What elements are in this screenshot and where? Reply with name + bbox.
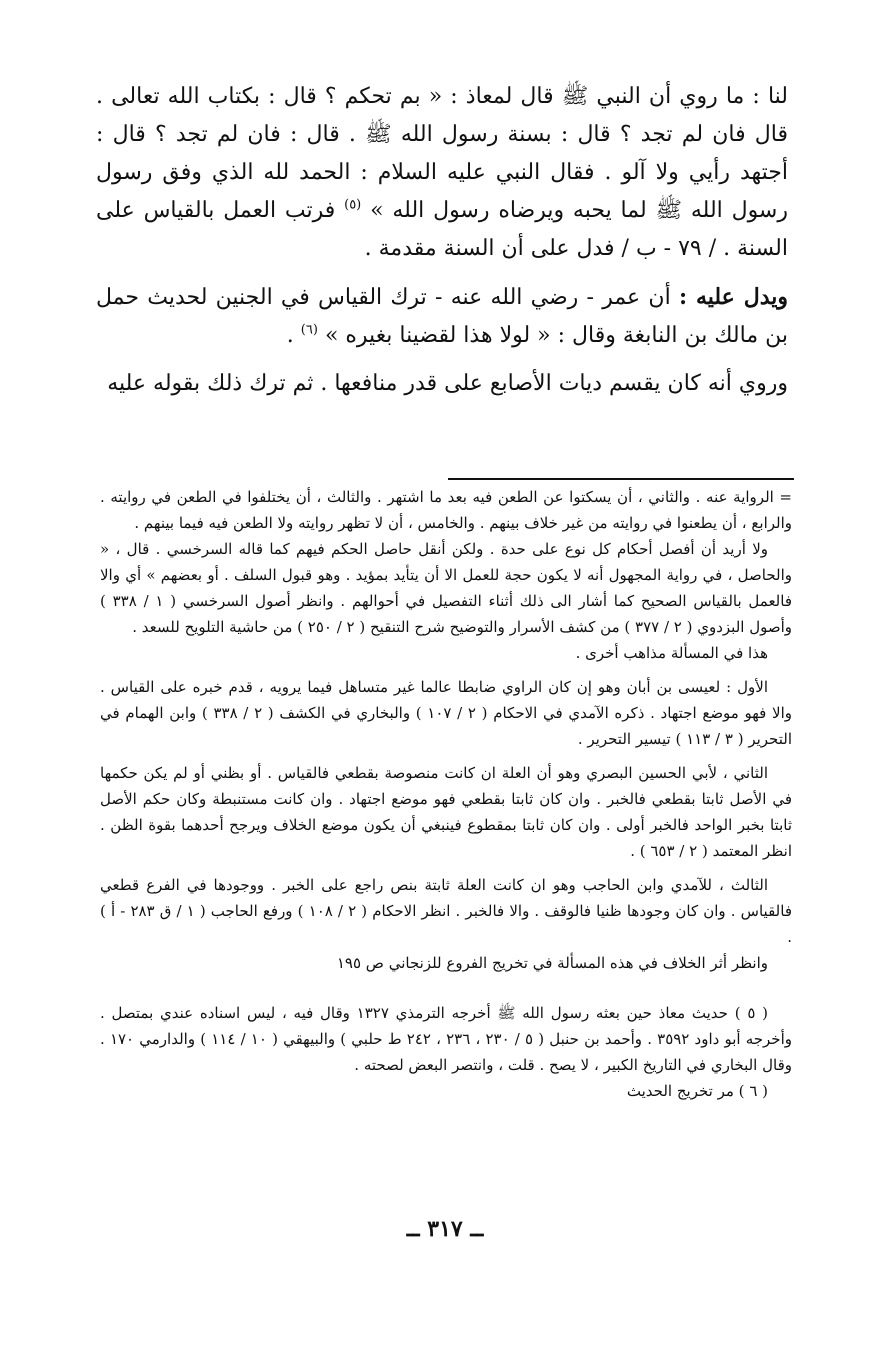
main-paragraph-2-tail: . [286,323,294,348]
page-number: ــ ٣١٧ ــ [406,1216,484,1242]
main-paragraph-2-lead: ويدل عليه : [678,284,788,310]
main-paragraph-3: وروي أنه كان يقسم ديات الأصابع على قدر منافعها . ثم ترك ذلك بقوله عليه [107,371,788,396]
footnote-divider [448,478,794,480]
main-paragraph-1 [96,78,788,268]
footnote-other-schools: هذا في المسألة مذاهب أخرى . [575,644,768,662]
footnote-continuation: = الرواية عنه . والثاني ، أن يسكتوا عن الطعن فيه بعد ما اشتهر . والثالث ، أن يختلفوا في الطعن في روايته . والرابع ، أن يطعنوا في روايته من غير خلاف بينهم . والخامس ، أن لا تظهر روايته ولا الطعن فيه فيما بينهم . [100,488,792,532]
footnote-third-opinion: الثالث ، للآمدي وابن الحاجب وهو ان كانت العلة ثابتة بنص راجع على الخبر . ووجودها في الفرع قطعي فالقياس . وان كان وجودها ظنيا فالوقف . والا فالخبر . انظر الاحكام ( ٢ / ١٠٨ ) ورفع الحاجب ( ١ / ق ٢٨٣ - أ ) . [100,876,792,946]
footnote-first-opinion: الأول : لعيسى بن أبان وهو إن كان الراوي ضابطا عالما غير متساهل فيما يرويه ، قدم خبره على القياس . والا فهو موضع اجتهاد . ذكره الآمدي في الاحكام ( ٢ / ١٠٧ ) والبخاري في الكشف ( ٢ / ٣٣٨ ) وابن الهمام في التحرير ( ٣ / ١١٣ ) تيسير التحرير . [100,678,793,748]
footnote-ref-6: (٦) [300,322,318,338]
main-paragraph-1-tail: فرتب العمل بالقياس على السنة . / ٧٩ - ب / فدل على أن السنة مقدمة . [96,198,788,261]
footnote-hasil: ولا أريد أن أفصل أحكام كل نوع على حدة . ولكن أنقل حاصل الحكم فيهم كما قاله السرخسي . قال ، « والحاصل ، في رواية المجهول أنه لا يكون حجة للعمل الا أن يتأيد بمؤيد . وهو قبول السلف . أو بعضهم » أي والا فالعمل بالقياس الصحيح كما أشار الى ذلك أثناء التفصيل في أحوالهم . وانظر أصول السرخسي ( ١ / ٣٣٨ ) وأصول البزدوي ( ٢ / ٣٧٧ ) من كشف الأسرار والتوضيح شرح التنقيح ( ٢ / ٢٥٠ ) من حاشية التلويح للسعد . [100,540,792,636]
main-paragraph-2 [96,278,788,355]
footnote-5: ( ٥ ) حديث معاذ حين بعثه رسول الله ﷺ أخرجه الترمذي ١٣٢٧ وقال فيه ، ليس اسناده عندي بمتصل . وأخرجه أبو داود ٣٥٩٢ . وأحمد بن حنبل ( ٥ / ٢٣٠ ، ٢٣٦ ، ٢٤٢ ط حلبي ) والبيهقي ( ١٠ / ١١٤ ) والدارمي ١٧٠ . وقال البخاري في التاريخ الكبير ، لا يصح . قلت ، وانتصر البعض لصحته . [100,1004,792,1074]
main-paragraph-1-text: لنا : ما روي أن النبي ﷺ قال لمعاذ : « بم تحكم ؟ قال : بكتاب الله تعالى . قال فان لم تجد ؟ قال : بسنة رسول الله ﷺ . قال : فان لم تجد ؟ قال : أجتهد رأيي ولا آلو . فقال النبي عليه السلام : الحمد لله الذي وفق رسول رسول الله ﷺ لما يحبه ويرضاه رسول الله » [96,84,788,223]
main-text [96,78,788,403]
footnotes [100,484,792,1104]
footnote-ref-5: (٥) [344,197,362,213]
main-paragraph-2-text: أن عمر - رضي الله عنه - ترك القياس في الجنين لحديث حمل بن مالك بن النابغة وقال : « لولا هذا لقضينا بغيره » [96,285,788,348]
footnote-second-opinion: الثاني ، لأبي الحسين البصري وهو أن العلة ان كانت منصوصة بقطعي فالقياس . أو بظني أو لم يكن حكمها في الأصل ثابتا بقطعي فالخبر . وان كان ثابتا بقطعي فهو موضع اجتهاد . وان كانت مستنبطة وكان حكم الأصل ثابتا بخبر الواحد فالخبر أولى . وان كان ثابتا بمقطوع فينبغي أن يكون موضع الخلاف ويرجح أحدهما بقوة الظن . انظر المعتمد ( ٢ / ٦٥٣ ) . [100,764,792,860]
footnote-see-also: وانظر أثر الخلاف في هذه المسألة في تخريج الفروع للزنجاني ص ١٩٥ [336,954,768,972]
footnote-6: ( ٦ ) مر تخريج الحديث [626,1082,768,1100]
